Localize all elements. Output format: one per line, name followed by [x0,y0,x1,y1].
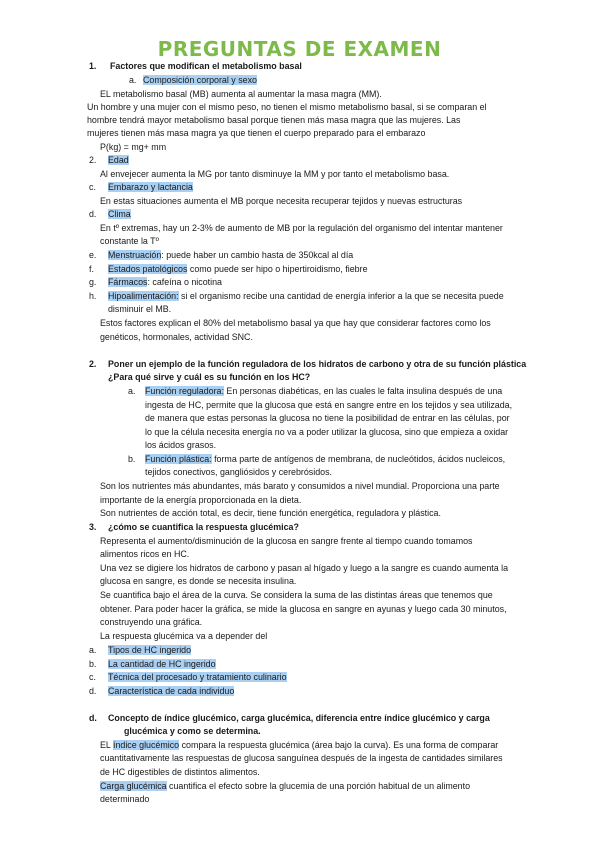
paragraph-line: Son los nutrientes más abundantes, más barato y consumidos a nivel mundial. Proporciona una parte [100,481,500,491]
item-marker: c. [89,672,96,682]
paragraph-line: La respuesta glucémica va a depender del [100,631,268,641]
highlighted-term: Tipos de HC ingerido [108,645,192,655]
question-1-number: 1. [89,61,97,71]
highlighted-term: Función plástica: [145,454,212,464]
paragraph-line: disminuir el MB. [108,304,172,314]
item-marker: c. [89,182,96,192]
item-e [108,249,353,261]
paragraph-line: importante de la energía proporcionada en la dieta. [100,495,302,505]
paragraph-line: determinado [100,794,150,804]
question-2-number: 2. [89,359,97,369]
text-rest: cuantifica el efecto sobre la glucemia de una porción habitual de un alimento [166,781,471,791]
formula-line: P(kg) = mg+ mm [100,142,167,152]
item-e-text: : puede haber un cambio hasta de 350kcal al día [161,250,354,260]
paragraph-line: lo que la célula necesita energía no va a poder utilizar la glucosa, sino que empieza a oxidar [145,427,509,437]
list-item [108,644,191,656]
paragraph-line: tejidos conectivos, gangliósidos y cerebrósidos. [145,467,332,477]
item-marker: a. [128,386,136,396]
item-marker: h. [89,291,97,301]
paragraph-line: En tº extremas, hay un 2-3% de aumento de MB por la regulación del organismo del intentar mantener [100,223,503,233]
item-g [108,276,222,288]
paragraph-line: Se cuantifica bajo el área de la curva. Se considera la suma de las distintas áreas que tenemos que [100,590,493,600]
question-3-heading: ¿cómo se cuantifica la respuesta glucémica? [108,522,299,532]
item-h [108,290,504,302]
item-marker: g. [89,277,97,287]
paragraph-line: Representa el aumento/disminución de la glucosa en sangre frente al tiempo cuando tomamos [100,536,473,546]
highlighted-term: Técnica del procesado y tratamiento culinario [108,672,287,682]
paragraph-line: ingesta de HC, permite que la glucosa que está en sangre entre en los tejidos y sea utilizada, [145,400,513,410]
item-a [145,385,502,397]
item-marker: b. [128,454,136,464]
question-1-heading: Factores que modifican el metabolismo basal [110,61,302,71]
paragraph-line: de HC digestibles de distintos alimentos. [100,767,260,777]
paragraph-line: los ácidos grasos. [145,440,217,450]
item-c-label [108,181,193,193]
highlighted-term: Estados patológicos [108,264,188,274]
item-f [108,263,368,275]
item-g-text: : cafeína o nicotina [147,277,222,287]
item-marker: f. [89,264,94,274]
paragraph-line: Un hombre y una mujer con el mismo peso, no tienen el mismo metabolismo basal, si se comparan el [87,102,487,112]
highlighted-term: Edad [108,155,129,165]
highlighted-term: Embarazo y lactancia [108,182,193,192]
item-a-text: En personas diabéticas, en las cuales le falta insulina después de una [223,386,503,396]
paragraph-line: de manera que estas personas la glucosa no tiene la posibilidad de entrar en las células, por [145,413,510,423]
paragraph-line: obtener. Para poder hacer la gráfica, se mide la glucosa en sangre en ayunas y luego cada 30 minutos, [100,604,507,614]
text-prefix: EL [100,740,113,750]
highlighted-term: Fármacos [108,277,148,287]
question-2-heading-cont: ¿Para qué sirve y cuál es su función en los HC? [108,372,311,382]
highlighted-term: Menstruación [108,250,162,260]
question-4-heading: Concepto de índice glucémico, carga glucémica, diferencia entre índice glucémico y carga [108,713,490,723]
text-rest: compara la respuesta glucémica (área bajo la curva). Es una forma de comparar [179,740,499,750]
item-marker: e. [89,250,97,260]
paragraph-line: Son nutrientes de acción total, es decir, tiene función energética, reguladora y plástica. [100,508,441,518]
item-b [145,453,505,465]
item-marker: b. [89,659,97,669]
item-f-text: como puede ser hipo o hipertiroidismo, fiebre [187,264,368,274]
page-title: PREGUNTAS DE EXAMEN [157,37,442,61]
paragraph-line: cuantitativamente las respuestas de glucosa sanguínea después de la ingesta de cantidades similares [100,753,503,763]
highlighted-term: Clima [108,209,131,219]
item-marker: d. [89,209,97,219]
paragraph-line: EL metabolismo basal (MB) aumenta al aumentar la masa magra (MM). [100,89,382,99]
paragraph-line: genéticos, hormonales, actividad SNC. [100,332,253,342]
question-4-heading-cont: glucémica y como se determina. [124,726,261,736]
paragraph-line: construyendo una gráfica. [100,617,203,627]
paragraph-line: mujeres tienen más masa magra ya que tienen el cuerpo preparado para el embarazo [87,128,426,138]
paragraph-line: constante la Tº [100,236,159,246]
question-4-number: d. [89,713,97,723]
highlighted-term: Composición corporal y sexo [143,75,257,85]
paragraph-line: hombre tendrá mayor metabolismo basal porque tienen más masa magra que las mujeres. Las [87,115,461,125]
item-marker: d. [89,686,97,696]
highlighted-term: La cantidad de HC ingerido [108,659,216,669]
highlighted-term: Función reguladora: [145,386,224,396]
question-2-heading: Poner un ejemplo de la función reguladora de los hidratos de carbono y otra de su función plástica [108,359,527,369]
paragraph-line [100,780,470,792]
item-h-text: si el organismo recibe una cantidad de energía inferior a la que se necesita puede [178,291,504,301]
paragraph-line: glucosa en sangre, es donde se necesita insulina. [100,576,297,586]
paragraph-line: Al envejecer aumenta la MG por tanto disminuye la MM y por tanto el metabolismo basa. [100,169,450,179]
paragraph-line: alimentos ricos en HC. [100,549,190,559]
highlighted-term: Hipoalimentación: [108,291,179,301]
highlighted-term: índice glucémico [113,740,180,750]
question-3-number: 3. [89,522,97,532]
item-marker: 2. [89,155,97,165]
highlighted-term: Carga glucémica [100,781,167,791]
paragraph-line [100,739,498,751]
item-marker: a. [89,645,97,655]
item-b-text: forma parte de antígenos de membrana, de nucleótidos, ácidos nucleicos, [211,454,506,464]
item-marker: a. [129,75,137,85]
paragraph-line: Estos factores explican el 80% del metabolismo basal ya que hay que considerar factores como los [100,318,491,328]
item-a-label [143,74,257,86]
item-d-label [108,208,131,220]
list-item [108,671,287,683]
paragraph-line: Una vez se digiere los hidratos de carbono y pasan al hígado y luego a la sangre es cuando aumenta la [100,563,509,573]
item-b-label [108,154,129,166]
list-item [108,658,216,670]
highlighted-term: Característica de cada individuo [108,686,235,696]
paragraph-line: En estas situaciones aumenta el MB porque necesita recuperar tejidos y nuevas estructuras [100,196,463,206]
list-item [108,685,234,697]
